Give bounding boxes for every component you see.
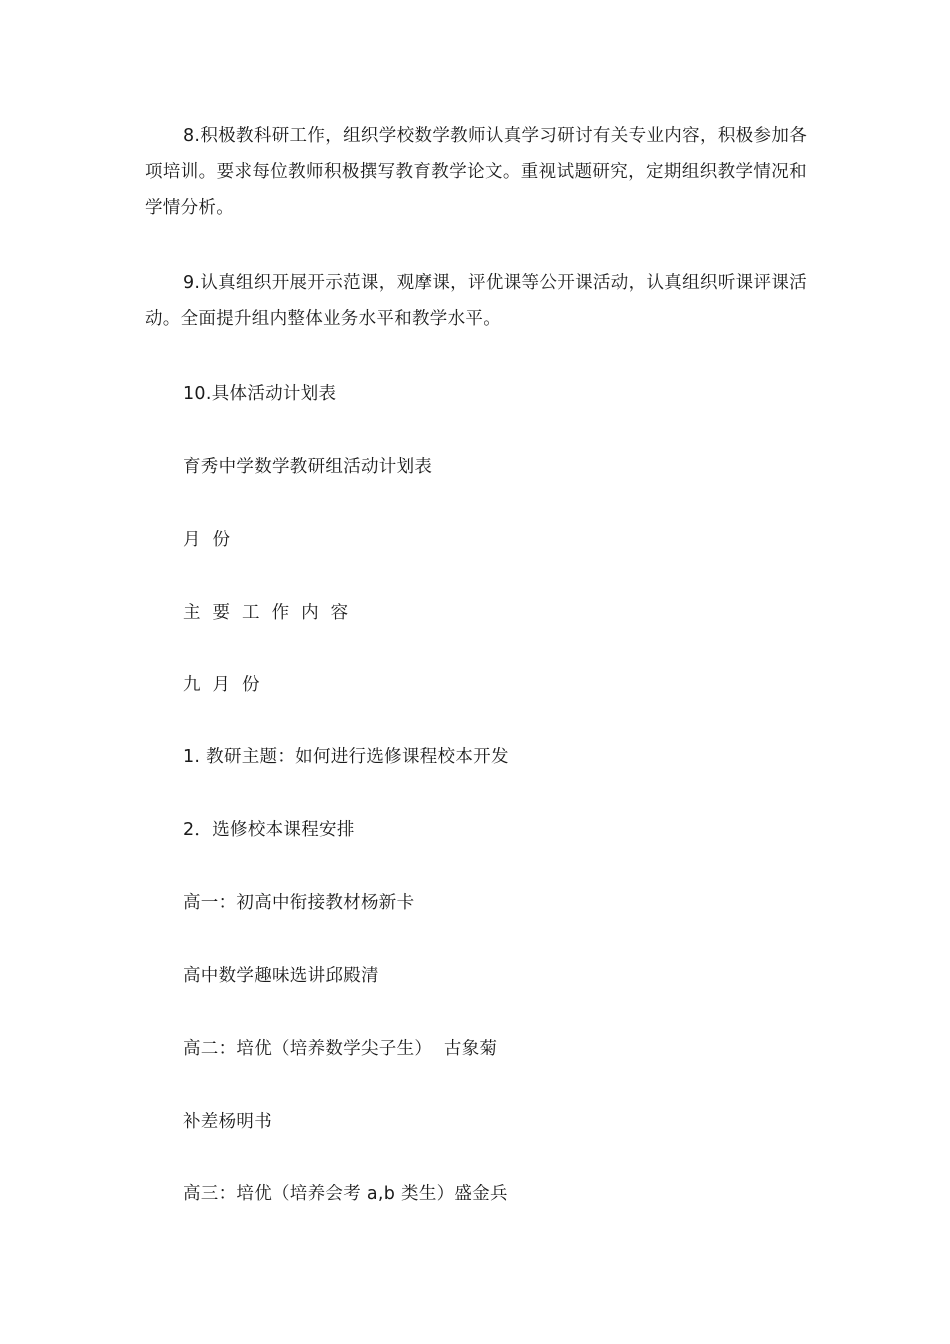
table-header-content: 主 要 工 作 内 容: [183, 603, 349, 623]
paragraph-9: [145, 265, 807, 337]
month-september: 九 月 份: [183, 675, 260, 695]
grade-two-course-1: 高二：培优（培养数学尖子生） 古象菊: [183, 1039, 498, 1059]
paragraph-9-text: 9.认真组织开展开示范课，观摩课，评优课等公开课活动，认真组织听课评课活动。全面提升组内整体业务水平和教学水平。: [145, 273, 807, 329]
table-header-month: 月 份: [183, 530, 231, 550]
grade-two-course-2: 补差杨明书: [183, 1112, 272, 1132]
grade-one-course-2: 高中数学趣味选讲邱殿清: [183, 966, 379, 986]
paragraph-8-text: 8.积极教科研工作，组织学校数学教师认真学习研讨有关专业内容，积极参加各项培训。要求每位教师积极撰写教育教学论文。重视试题研究，定期组织教学情况和学情分析。: [145, 126, 807, 218]
grade-three-course-1: 高三：培优（培养会考 a,b 类生）盛金兵: [183, 1184, 508, 1204]
grade-one-course-1: 高一：初高中衔接教材杨新卡: [183, 893, 415, 913]
list-item-research-theme: 1. 教研主题：如何进行选修课程校本开发: [183, 747, 509, 767]
list-item-course-arrangement: 2．选修校本课程安排: [183, 820, 355, 840]
table-title: 育秀中学数学教研组活动计划表: [183, 457, 433, 477]
paragraph-8: [145, 118, 807, 226]
section-heading-10: 10.具体活动计划表: [183, 384, 337, 404]
